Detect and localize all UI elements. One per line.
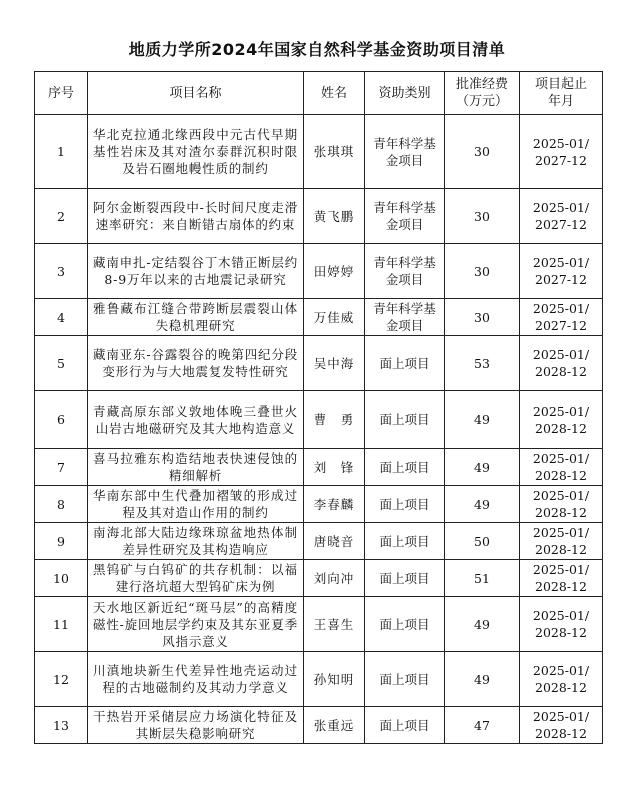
header-category: 资助类别	[365, 72, 445, 115]
cell-category: 青年科学基金项目	[365, 299, 445, 336]
cell-period	[520, 652, 603, 707]
cell-funding: 30	[445, 189, 520, 244]
cell-project-name: 藏南亚东-谷露裂谷的晚第四纪分段变形行为与大地震复发特性研究	[88, 336, 304, 391]
cell-project-name: 黑钨矿与白钨矿的共存机制：以福建行洛坑超大型钨矿床为例	[88, 560, 304, 597]
cell-project-name: 天水地区新近纪“斑马层”的高精度磁性-旋回地层学约束及其东亚夏季风指示意义	[88, 597, 304, 652]
cell-period	[520, 336, 603, 391]
cell-period	[520, 597, 603, 652]
cell-seq: 1	[35, 115, 88, 189]
header-period-line2: 年月	[547, 94, 574, 109]
table-header-row	[35, 72, 603, 115]
cell-category: 青年科学基金项目	[365, 244, 445, 299]
table-row	[35, 299, 603, 336]
period-start: 2025-01/	[532, 301, 590, 316]
cell-project-name: 喜马拉雅东构造结地表快速侵蚀的精细解析	[88, 449, 304, 486]
period-start: 2025-01/	[532, 347, 590, 362]
cell-funding: 30	[445, 244, 520, 299]
table-row	[35, 189, 603, 244]
cell-funding: 30	[445, 299, 520, 336]
cell-period	[520, 115, 603, 189]
cell-funding: 49	[445, 449, 520, 486]
cell-person: 吴中海	[304, 336, 365, 391]
period-end: 2027-12	[535, 217, 587, 232]
cell-seq: 12	[35, 652, 88, 707]
cell-project-name: 川滇地块新生代差异性地壳运动过程的古地磁制约及其动力学意义	[88, 652, 304, 707]
header-funding-line2: （万元）	[455, 94, 508, 109]
cell-category: 青年科学基金项目	[365, 115, 445, 189]
period-end: 2027-12	[535, 152, 587, 168]
cell-person: 唐晓音	[304, 523, 365, 560]
cell-project-name: 阿尔金断裂西段中-长时间尺度走滑速率研究：来自断错古扇体的约束	[88, 189, 304, 244]
table-row	[35, 391, 603, 449]
period-start: 2025-01/	[532, 525, 590, 540]
cell-period	[520, 707, 603, 744]
cell-project-name: 南海北部大陆边缘珠琼盆地热体制差异性研究及其构造响应	[88, 523, 304, 560]
cell-funding: 49	[445, 391, 520, 449]
cell-category: 面上项目	[365, 597, 445, 652]
table-row	[35, 560, 603, 597]
document-title: 地质力学所2024年国家自然科学基金资助项目清单	[128, 40, 506, 59]
table-row	[35, 449, 603, 486]
project-table	[34, 71, 603, 744]
cell-person: 张琪琪	[304, 115, 365, 189]
period-end: 2028-12	[535, 625, 587, 640]
period-start: 2025-01/	[532, 608, 590, 623]
header-person: 姓名	[304, 72, 365, 115]
cell-seq: 6	[35, 391, 88, 449]
cell-person: 黄飞鹏	[304, 189, 365, 244]
cell-category: 面上项目	[365, 449, 445, 486]
cell-project-name: 雅鲁藏布江缝合带跨断层震裂山体失稳机理研究	[88, 299, 304, 336]
cell-person: 曹 勇	[304, 391, 365, 449]
period-end: 2028-12	[535, 364, 587, 379]
header-funding	[445, 72, 520, 115]
cell-project-name: 华北克拉通北缘西段中元古代早期基性岩床及其对渣尔泰群沉积时限及岩石圈地幔性质的制约	[88, 115, 304, 189]
cell-person: 王喜生	[304, 597, 365, 652]
cell-funding: 49	[445, 597, 520, 652]
table-row	[35, 486, 603, 523]
period-start: 2025-01/	[532, 663, 590, 678]
cell-seq: 8	[35, 486, 88, 523]
cell-seq: 4	[35, 299, 88, 336]
cell-funding: 30	[445, 115, 520, 189]
cell-project-name: 干热岩开采储层应力场演化特征及其断层失稳影响研究	[88, 707, 304, 744]
cell-seq: 5	[35, 336, 88, 391]
table-row	[35, 115, 603, 189]
cell-category: 面上项目	[365, 652, 445, 707]
table-row	[35, 244, 603, 299]
table-row	[35, 707, 603, 744]
period-end: 2028-12	[535, 680, 587, 695]
cell-category: 面上项目	[365, 336, 445, 391]
cell-seq: 7	[35, 449, 88, 486]
header-funding-line1: 批准经费	[455, 77, 508, 92]
cell-person: 张重远	[304, 707, 365, 744]
cell-seq: 2	[35, 189, 88, 244]
cell-person: 万佳威	[304, 299, 365, 336]
cell-seq: 3	[35, 244, 88, 299]
header-period	[520, 72, 603, 115]
cell-project-name: 青藏高原东部义敦地体晚三叠世火山岩古地磁研究及其大地构造意义	[88, 391, 304, 449]
period-start: 2025-01/	[532, 488, 590, 503]
period-start: 2025-01/	[532, 709, 590, 724]
cell-period	[520, 486, 603, 523]
cell-period	[520, 391, 603, 449]
cell-category: 面上项目	[365, 523, 445, 560]
cell-person: 刘向冲	[304, 560, 365, 597]
cell-project-name: 华南东部中生代叠加褶皱的形成过程及其对造山作用的制约	[88, 486, 304, 523]
table-row	[35, 597, 603, 652]
cell-period	[520, 560, 603, 597]
header-period-line1: 项目起止	[534, 77, 587, 92]
period-end: 2028-12	[535, 726, 587, 741]
period-start: 2025-01/	[532, 403, 590, 419]
cell-person: 李春麟	[304, 486, 365, 523]
table-row	[35, 336, 603, 391]
cell-category: 面上项目	[365, 707, 445, 744]
cell-period	[520, 189, 603, 244]
cell-funding: 49	[445, 486, 520, 523]
cell-category: 面上项目	[365, 560, 445, 597]
cell-period	[520, 449, 603, 486]
cell-funding: 53	[445, 336, 520, 391]
period-end: 2027-12	[535, 318, 587, 333]
cell-seq: 10	[35, 560, 88, 597]
cell-period	[520, 244, 603, 299]
cell-project-name: 藏南申扎-定结裂谷丁木错正断层约8-9万年以来的古地震记录研究	[88, 244, 304, 299]
cell-seq: 13	[35, 707, 88, 744]
cell-category: 面上项目	[365, 486, 445, 523]
table-row	[35, 652, 603, 707]
period-end: 2028-12	[535, 579, 587, 594]
period-end: 2028-12	[535, 468, 587, 483]
cell-period	[520, 523, 603, 560]
cell-person: 孙知明	[304, 652, 365, 707]
table-body	[35, 115, 603, 744]
cell-funding: 51	[445, 560, 520, 597]
cell-funding: 49	[445, 652, 520, 707]
cell-category: 面上项目	[365, 391, 445, 449]
cell-person: 刘 锋	[304, 449, 365, 486]
cell-seq: 9	[35, 523, 88, 560]
period-end: 2028-12	[535, 505, 587, 520]
cell-period	[520, 299, 603, 336]
period-start: 2025-01/	[532, 451, 590, 466]
table-row	[35, 523, 603, 560]
cell-person: 田婷婷	[304, 244, 365, 299]
cell-funding: 47	[445, 707, 520, 744]
period-end: 2028-12	[535, 420, 587, 436]
period-start: 2025-01/	[532, 200, 590, 215]
cell-seq: 11	[35, 597, 88, 652]
cell-category: 青年科学基金项目	[365, 189, 445, 244]
cell-funding: 50	[445, 523, 520, 560]
period-end: 2027-12	[535, 272, 587, 287]
period-start: 2025-01/	[532, 135, 590, 151]
period-end: 2028-12	[535, 542, 587, 557]
period-start: 2025-01/	[532, 562, 590, 577]
header-project-name: 项目名称	[88, 72, 304, 115]
header-seq: 序号	[35, 72, 88, 115]
period-start: 2025-01/	[532, 255, 590, 270]
